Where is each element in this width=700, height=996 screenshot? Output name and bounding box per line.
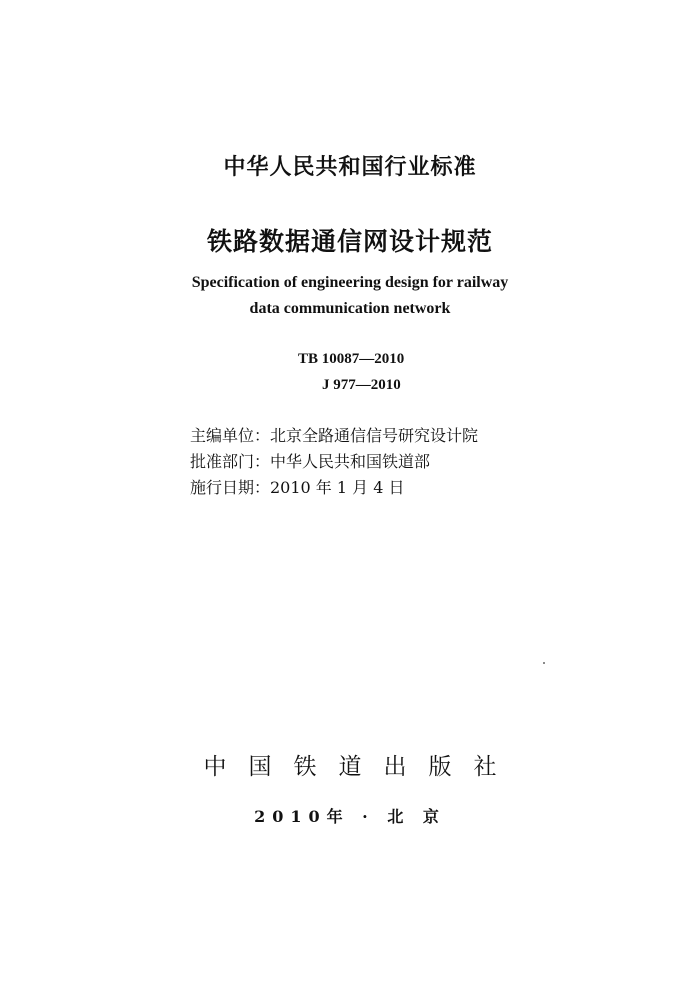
- effective-date: 施行日期：2010 年 1 月 4 日: [190, 478, 405, 497]
- english-title-line-2: data communication network: [249, 300, 451, 317]
- chief-editor-unit: 主编单位：北京全路通信信号研究设计院: [190, 426, 479, 445]
- scan-speck: [543, 662, 545, 664]
- tb-standard-code: TB 10087—2010: [298, 351, 405, 367]
- approving-department: 批准部门：中华人民共和国铁道部: [190, 452, 431, 471]
- document-title-chinese: 铁路数据通信网设计规范: [206, 227, 493, 256]
- publication-year-place: 2010年 · 北 京: [254, 807, 446, 826]
- publication-info: [190, 423, 478, 501]
- publisher-name: 中国铁道出版社: [203, 754, 519, 780]
- document-title-english: [0, 270, 700, 322]
- standard-codes: [298, 346, 404, 398]
- standard-category-heading: 中华人民共和国行业标准: [223, 155, 477, 180]
- j-standard-code: J 977—2010: [322, 377, 401, 393]
- english-title-line-1: Specification of engineering design for railway: [191, 274, 509, 291]
